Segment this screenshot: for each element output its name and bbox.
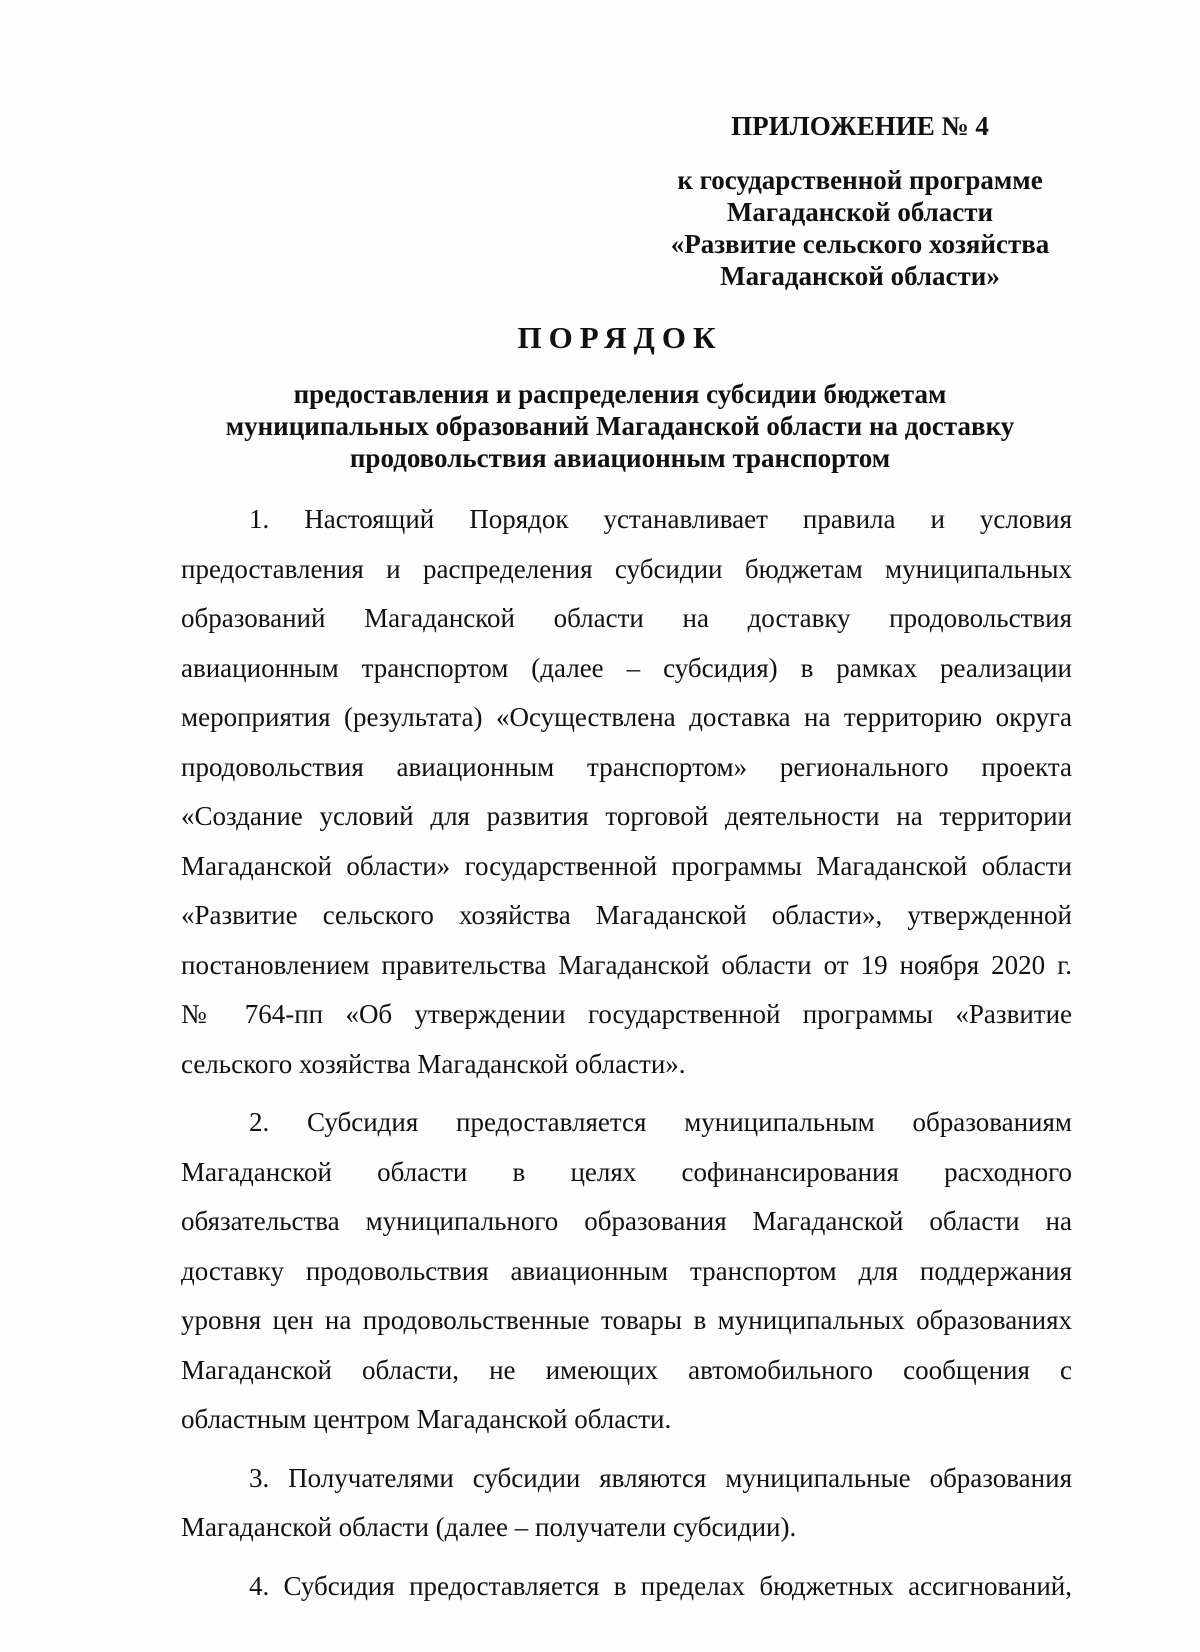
text-line: 2. Субсидия предоставляется муниципальным образованиям bbox=[249, 1107, 1072, 1137]
text-line: областным центром Магаданской области. bbox=[181, 1404, 672, 1434]
text-line: продовольствия авиационным транспортом» регионального проекта bbox=[181, 751, 1072, 782]
text-line: «Развитие сельского хозяйства Магаданской области», утвержденной bbox=[181, 900, 1072, 930]
text-line: образований Магаданской области на доставку продовольствия bbox=[181, 603, 1072, 633]
subtitle-line: предоставления и распределения субсидии бюджетам bbox=[293, 379, 947, 409]
text-line: Магаданской области в целях софинансирования расходного bbox=[181, 1156, 1072, 1187]
text-line: постановлением правительства Магаданской области от 19 ноября 2020 г. bbox=[181, 949, 1072, 980]
text-line: обязательства муниципального образования Магаданской области на bbox=[181, 1206, 1072, 1236]
paragraph-3 bbox=[181, 1454, 1072, 1553]
subtitle-line: муниципальных образований Магаданской области на доставку bbox=[225, 411, 1015, 441]
text-line: № 764-пп «Об утверждении государственной программы «Развитие bbox=[181, 999, 1072, 1029]
document-title: ПОРЯДОК bbox=[517, 320, 723, 355]
text-line: сельского хозяйства Магаданской области». bbox=[181, 1048, 686, 1079]
text-line: доставку продовольствия авиационным транспортом для поддержания bbox=[181, 1255, 1072, 1286]
appendix-line: Магаданской области bbox=[726, 197, 994, 227]
paragraph-1 bbox=[181, 495, 1072, 1089]
text-line: 1. Настоящий Порядок устанавливает правила и условия bbox=[249, 504, 1072, 534]
paragraph-4 bbox=[181, 1562, 1072, 1612]
text-line: мероприятия (результата) «Осуществлена доставка на территорию округа bbox=[181, 702, 1072, 732]
appendix-line: к государственной программе bbox=[677, 165, 1043, 195]
text-line: Магаданской области, не имеющих автомобильного сообщения с bbox=[181, 1354, 1072, 1385]
text-line: Магаданской области (далее – получатели субсидии). bbox=[181, 1512, 797, 1542]
text-line: Магаданской области» государственной программы Магаданской области bbox=[181, 850, 1072, 881]
text-line: «Создание условий для развития торговой деятельности на территории bbox=[181, 801, 1072, 831]
paragraph-2 bbox=[181, 1098, 1072, 1445]
text-line: 4. Субсидия предоставляется в пределах бюджетных ассигнований, bbox=[249, 1570, 1072, 1601]
text-line: авиационным транспортом (далее – субсидия) в рамках реализации bbox=[181, 652, 1072, 683]
document-subtitle bbox=[180, 378, 1060, 474]
text-line: предоставления и распределения субсидии бюджетам муниципальных bbox=[181, 553, 1072, 584]
text-line: 3. Получателями субсидии являются муниципальные образования bbox=[249, 1462, 1072, 1493]
appendix-heading: ПРИЛОЖЕНИЕ № 4 bbox=[731, 111, 989, 141]
subtitle-line: продовольствия авиационным транспортом bbox=[349, 443, 891, 473]
text-line: уровня цен на продовольственные товары в муниципальных образованиях bbox=[181, 1305, 1072, 1335]
appendix-line: «Развитие сельского хозяйства bbox=[670, 229, 1050, 259]
appendix-header bbox=[640, 110, 1080, 292]
appendix-line: Магаданской области» bbox=[720, 261, 1000, 291]
document-body bbox=[181, 495, 1072, 1611]
